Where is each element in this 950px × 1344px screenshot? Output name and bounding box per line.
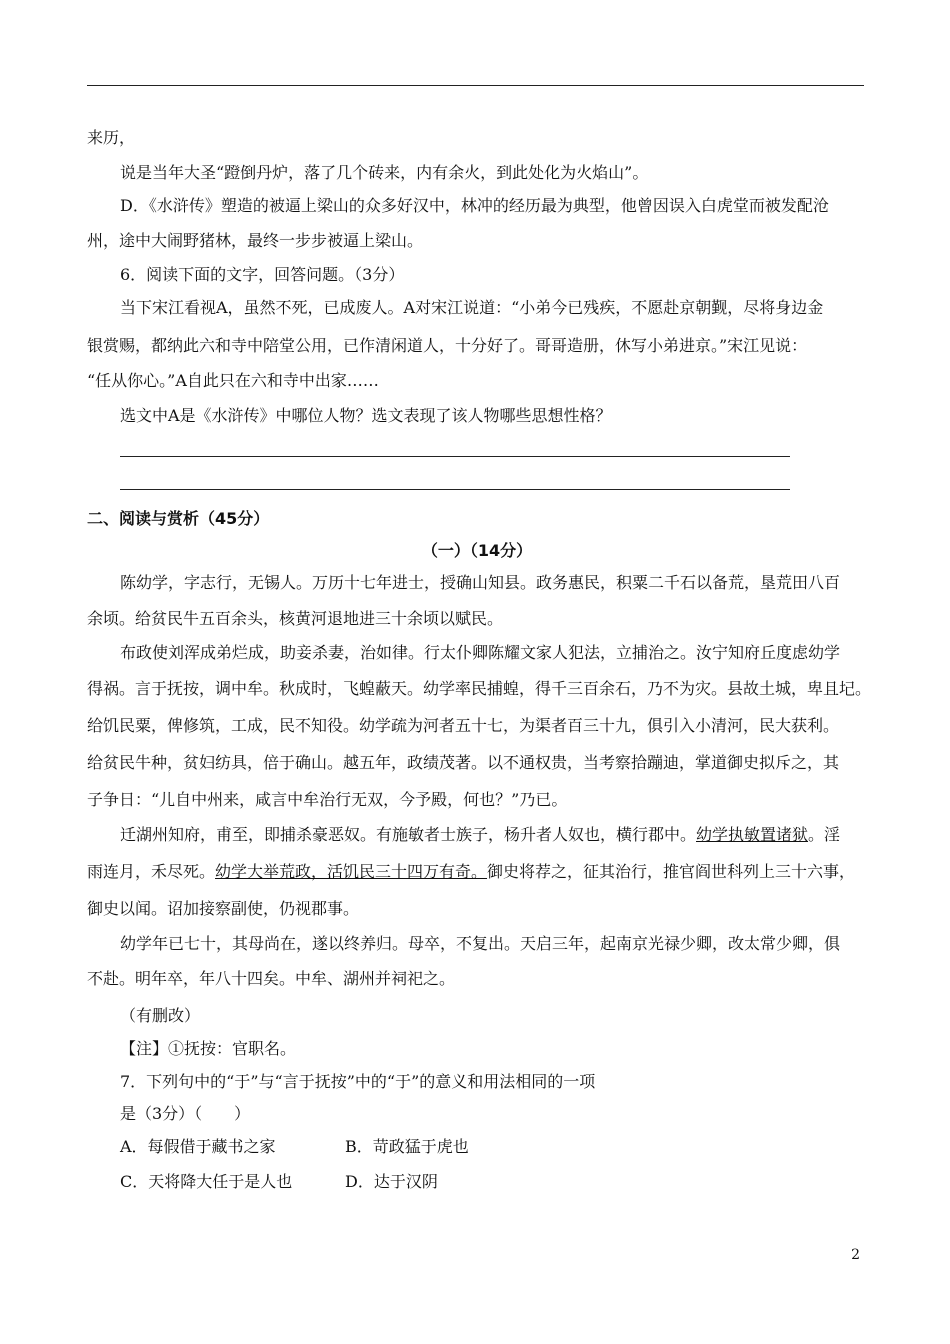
header-rule [87, 85, 864, 86]
passage-line: 得祸。言于抚按，调中牟。秋成时，飞蝗蔽天。幼学率民捕蝗，得千三百余石，乃不为灾。县故土城，卑且圮。 [87, 679, 872, 698]
passage-line: “任从你心。”A自此只在六和寺中出家…… [87, 371, 379, 390]
passage-line: 布政使刘浑成弟烂成，助妾杀妻，治如律。行太仆卿陈耀文家人犯法，立捕治之。汝宁知府丘度虑幼学 [120, 643, 841, 662]
answer-line[interactable] [120, 489, 790, 490]
text-line: 州，途中大闹野猪林，最终一步步被逼上梁山。 [87, 231, 424, 250]
option-d-text: D．《水浒传》塑造的被逼上梁山的众多好汉中，林冲的经历最为典型，他曾因误入白虎堂而被发配沧 [120, 196, 829, 215]
footnote: 【注】①抚按：官职名。 [120, 1039, 297, 1058]
option-d[interactable]: D．达于汉阴 [345, 1172, 438, 1191]
text-line: 来历， [87, 128, 136, 147]
text-line: 说是当年大圣“蹬倒丹炉，落了几个砖来，内有余火，到此处化为火焰山”。 [120, 163, 649, 182]
passage-line: 不赴。明年卒，年八十四矣。中牟、湖州并祠祀之。 [87, 969, 456, 988]
passage-line: 银赏赐，都纳此六和寺中陪堂公用，已作清闲道人，十分好了。哥哥造册，休写小弟进京。”宋江见说： [87, 336, 808, 355]
passage-line: 陈幼学，字志行，无锡人。万历十七年进士，授确山知县。政务惠民，积粟二千石以备荒，垦荒田八百 [120, 573, 841, 592]
subsection-heading: （一）（14分） [421, 541, 533, 560]
passage-line: 余顷。给贫民牛五百余头，核黄河退地进三十余顷以赋民。 [87, 609, 504, 628]
underlined-sentence: 幼学执敏置诸狱 [696, 825, 809, 844]
answer-line[interactable] [120, 456, 790, 457]
passage-line: 雨连月，禾尽死。幼学大举荒政，活饥民三十四万有奇。御史将荐之，征其治行，推官阎世科列上三十六事， [87, 862, 856, 881]
passage-line: 子争日：“儿自中州来，咸言中牟治行无双，今予殿，何也？”乃已。 [87, 790, 568, 809]
option-b[interactable]: B．苛政猛于虎也 [345, 1137, 469, 1156]
option-a[interactable]: A．每假借于藏书之家 [120, 1137, 276, 1156]
revision-note: （有删改） [120, 1006, 201, 1025]
question-7: 7．下列句中的“于”与“言于抚按”中的“于”的意义和用法相同的一项 [120, 1072, 596, 1091]
question-6-prompt: 选文中A是《水浒传》中哪位人物？选文表现了该人物哪些思想性格？ [120, 406, 612, 425]
passage-line: 给贫民牛种，贫妇纺具，倍于确山。越五年，政绩茂著。以不通权贵，当考察拾蹦迪，掌道御史拟斥之，其 [87, 753, 840, 772]
question-6: 6．阅读下面的文字，回答问题。（3分） [120, 265, 405, 284]
passage-line: 迁湖州知府，甫至，即捕杀豪恶奴。有施敏者士族子，杨升者人奴也，横行郡中。幼学执敏置诸狱。淫 [120, 825, 841, 844]
passage-line: 当下宋江看视A，虽然不死，已成废人。A对宋江说道：“小弟今已残疾，不愿赴京朝觐，尽将身边金 [120, 298, 824, 317]
page-number: 2 [851, 1247, 860, 1263]
question-7-cont: 是（3分）（ ） [120, 1104, 251, 1123]
option-c[interactable]: C．天将降大任于是人也 [120, 1172, 293, 1191]
passage-line: 幼学年已七十，其母尚在，遂以终养归。母卒，不复出。天启三年，起南京光禄少卿，改太常少卿，俱 [120, 934, 841, 953]
passage-line: 御史以闻。诏加接察副使，仍视郡事。 [87, 899, 360, 918]
underlined-sentence: 幼学大举荒政，活饥民三十四万有奇。 [215, 862, 488, 881]
section-heading: 二、阅读与赏析（45分） [87, 509, 270, 528]
passage-line: 给饥民粟，俾修筑，工成，民不知役。幼学疏为河者五十七，为渠者百三十九，俱引入小清河，民大获利。 [87, 716, 840, 735]
